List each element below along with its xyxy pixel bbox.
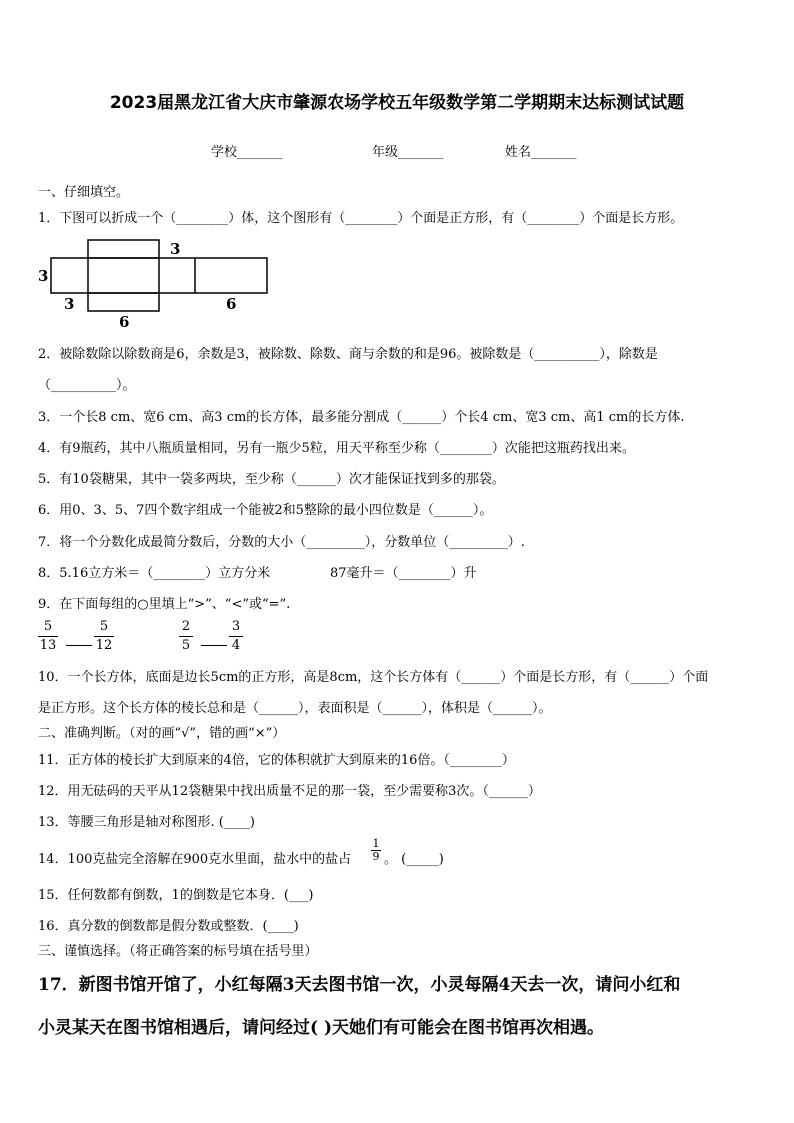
fraction-5-12 xyxy=(94,619,114,654)
section-1-heading: 一、仔细填空。 xyxy=(38,185,130,200)
question-11: 11．正方体的棱长扩大到原来的4倍，它的体积就扩大到原来的16倍。（________） xyxy=(38,753,515,768)
question-5: 5．有10袋糖果，其中一袋多两块，至少称（______）次才能保证找到多的那袋。 xyxy=(38,472,505,487)
question-14b: 。 (_____) xyxy=(384,852,444,867)
label-top: 3 xyxy=(170,240,181,258)
school-field[interactable]: 学校_______ xyxy=(211,145,283,160)
name-field[interactable]: 姓名_______ xyxy=(505,145,577,160)
section-3-heading: 三、谨慎选择。（将正确答案的标号填在括号里） xyxy=(38,944,318,959)
question-7: 7．将一个分数化成最简分数后，分数的大小（_________），分数单位（_________）. xyxy=(38,535,525,550)
question-9: 9．在下面每组的○里填上“>”、“<”或“=”. xyxy=(38,597,291,612)
fraction-numerator: 3 xyxy=(231,619,241,634)
question-4: 4．有9瓶药，其中八瓶质量相同，另有一瓶少5粒，用天平称至少称（________）次能把这瓶药找出来。 xyxy=(38,441,635,456)
page-title: 2023届黑龙江省大庆市肇源农场学校五年级数学第二学期期末达标测试试题 xyxy=(109,93,685,113)
label-bottom-right: 6 xyxy=(226,295,237,313)
question-17-line1: 17．新图书馆开馆了，小红每隔3天去图书馆一次，小灵每隔4天去一次，请问小红和 xyxy=(38,975,681,995)
question-17-line2: 小灵某天在图书馆相遇后，请问经过( )天她们有可能会在图书馆再次相遇。 xyxy=(38,1018,605,1038)
section-2-heading: 二、准确判断。（对的画“√”，错的画“×”） xyxy=(38,726,286,741)
question-14a: 14．100克盐完全溶解在900克水里面，盐水中的盐占 xyxy=(38,852,352,867)
fraction-denominator: 12 xyxy=(95,638,113,653)
fraction-denominator: 13 xyxy=(39,638,57,653)
net-top-face xyxy=(88,240,159,258)
question-15: 15．任何数都有倒数，1的倒数是它本身．(___) xyxy=(38,888,314,903)
question-10-line2: 是正方形。这个长方体的棱长总和是（______），表面积是（______），体积是（______）。 xyxy=(38,701,552,716)
question-6: 6．用0、3、5、7四个数字组成一个能被2和5整除的最小四位数是（______）。 xyxy=(38,503,493,518)
fraction-denominator: 9 xyxy=(372,850,380,863)
fraction-numerator: 2 xyxy=(181,619,191,634)
fraction-numerator: 5 xyxy=(99,619,109,634)
grade-field[interactable]: 年级_______ xyxy=(372,145,444,160)
fraction-denominator: 4 xyxy=(231,638,241,653)
question-10-line1: 10．一个长方体，底面是边长5cm的正方形，高是8cm，这个长方体有（______）个面是长方形，有（______）个面 xyxy=(38,670,709,685)
label-bottom-left: 3 xyxy=(64,295,75,313)
question-1: 1．下图可以折成一个（________）体，这个图形有（________）个面是正方形，有（________）个面是长方形。 xyxy=(38,211,684,226)
label-bottom-mid: 6 xyxy=(119,313,130,331)
question-3: 3．一个长8 cm、宽6 cm、高3 cm的长方体，最多能分割成（______）个长4 cm、宽3 cm、高1 cm的长方体. xyxy=(38,410,685,425)
net-bottom-face xyxy=(88,293,159,311)
cuboid-net-figure xyxy=(36,236,276,332)
compare-blank-2[interactable] xyxy=(201,645,227,646)
question-16: 16．真分数的倒数都是假分数或整数．(____) xyxy=(38,919,299,934)
fraction-5-13 xyxy=(38,619,58,654)
fraction-numerator: 5 xyxy=(43,619,53,634)
fraction-2-5 xyxy=(179,619,193,654)
question-8b: 87毫升＝（________）升 xyxy=(330,566,477,581)
fraction-denominator: 5 xyxy=(181,638,191,653)
question-12: 12．用无砝码的天平从12袋糖果中找出质量不足的那一袋，至少需要称3次。（______） xyxy=(38,784,541,799)
fraction-1-9 xyxy=(371,838,381,863)
question-2-line1: 2．被除数除以除数商是6，余数是3，被除数、除数、商与余数的和是96。被除数是（__________），除数是 xyxy=(38,347,658,362)
question-13: 13．等腰三角形是轴对称图形. (____) xyxy=(38,815,255,830)
fraction-numerator: 1 xyxy=(372,837,380,850)
fraction-3-4 xyxy=(229,619,243,654)
label-left: 3 xyxy=(38,267,49,285)
question-2-line2: （__________）。 xyxy=(38,378,136,393)
question-8a: 8．5.16立方米＝（________）立方分米 xyxy=(38,566,271,581)
compare-blank-1[interactable] xyxy=(66,645,92,646)
